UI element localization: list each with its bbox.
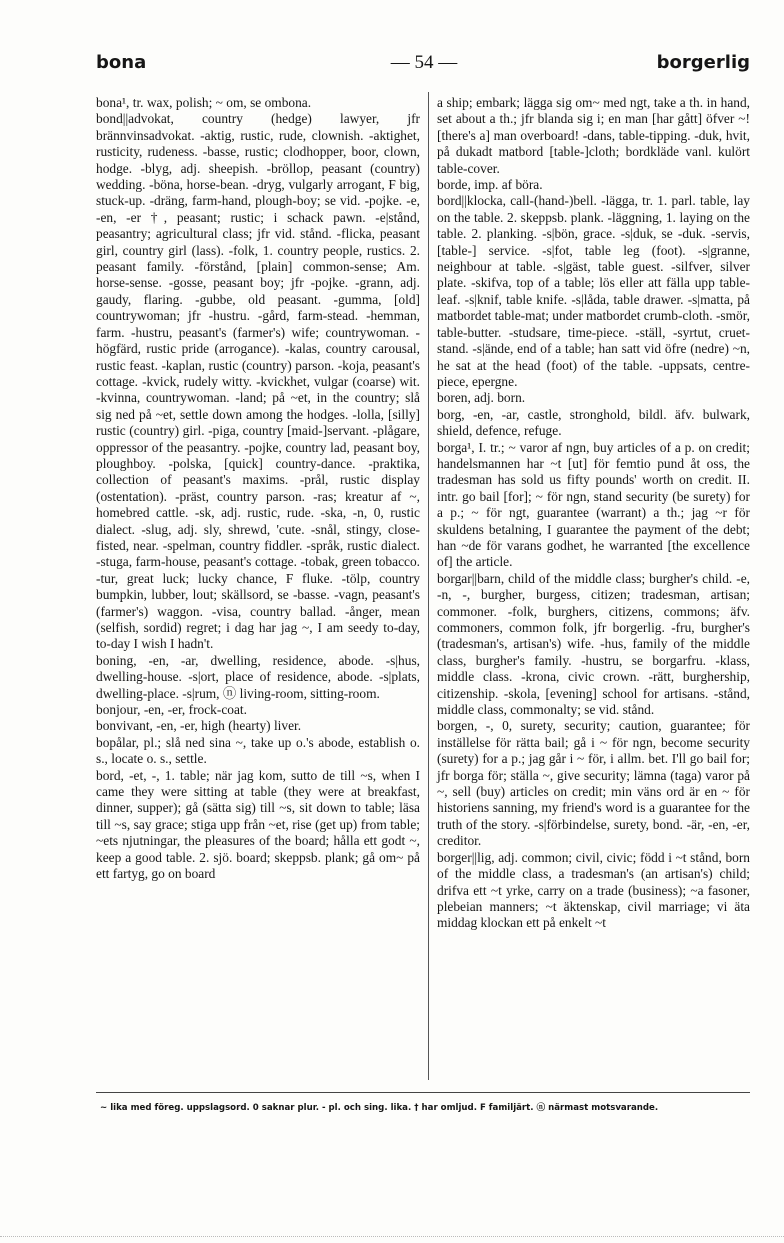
page-number: — 54 — — [390, 52, 458, 73]
entry-bond: bond||advokat, country (hedge) lawyer, jfr brännvinsadvokat. -aktig, rustic, rude, clownish. -aktighet, rusticity, rudeness. -basse, rustic; clodhopper, boor, clown, hodge. -blyg, adj. sheepish. -bröllop, peasant (country) wedding. -böna, horse-bean. -dryg, vulgarly arrogant, F big, stuck-up. -dräng, farm-hand, plough-boy; se vid. -pojke. -e, -en, -er †, peasant; rustic; i schack pawn. -e|stånd, peasantry; agricultural class; jfr vid. stånd. -flicka, peasant girl, country girl (lass). -folk, 1. country people, rustics. 2. peasant family. -förstånd, [plain] common-sense; Am. horse-sense. -gosse, peasant boy; jfr -pojke. -grann, adj. gaudy, flaring. -gubbe, old peasant. -gumma, [old] countrywoman; jfr -hustru. -gård, farm-stead. -hemman, farm. -hustru, peasant's (farmer's) wife; countrywoman. -högfärd, rustic pride (arrogance). -kalas, country carousal, rustic feast. -kaplan, rustic (country) parson. -koja, peasant's cottage. -kvick, rudely witty. -kvickhet, vulgar (coarse) wit. -kvinna, countrywoman. -land; på ~et, in the country; slå sig ned på ~et, settle down among the hodges. -lolla, [silly] rustic (country) girl. -piga, country [maid-]servant. -plågare, oppressor of the peasantry. -pojke, country lad, peasant boy, ploughboy. -polska, [quick] country-dance. -praktika, collection of peasant's maxims. -prål, rustic display (ostentation). -präst, country parson. -ras; kreatur af ~, homebred cattle. -sk, adj. rustic, rude. -ska, -n, 0, rustic dialect. -slug, adj. sly, shrewd, 'cute. -snål, stingy, close-fisted, near. -spelman, country fiddler. -språk, rustic dialect. -stuga, farm-house, peasant's cottage. -tobak, green tobacco. -tur, great luck; lucky chance, F fluke. -tölp, country bumpkin, lubber, lout; skällsord, se -basse. -vagn, peasant's (farmer's) waggon. -visa, country ballad. -ånger, mean (selfish, sordid) regret; i dag har jag ~, I am seedy to-day, to-day I wish I hadn't. — [96, 111, 420, 652]
entry-borga: borga¹, I. tr.; ~ varor af ngn, buy articles of a p. on credit; handelsmannen har ~t [ut] för femtio pund åt oss, the tradesman has sold us fifty pounds' worth on credit. II. intr. go bail [for]; ~ för ngn, stand security (be surety) for a p.; ~ för ngt, guarantee (warrant) a th.; jag ~r för skuldens betalning, I guarantee the payment of the debt; han ~de för varans godhet, he warranted [the excellence of] the article. — [437, 439, 750, 570]
header-left-guideword: bona — [96, 52, 147, 73]
footnote-rule — [96, 1092, 750, 1093]
entry-bona: bona¹, tr. wax, polish; ~ om, se ombona. — [96, 95, 312, 110]
abbreviation-key: ~ lika med föreg. uppslagsord. 0 saknar plur. - pl. och sing. lika. † har omljud. F familjärt. ⓝ närmast motsvarande. — [100, 1103, 659, 1113]
entry-borde: borde, imp. af böra. — [437, 177, 543, 193]
entry-bordklocka: bord||klocka, call-(hand-)bell. -lägga, tr. 1. parl. table, lay on the table. 2. skeppsb. plank. -läggning, 1. laying on the table. 2. planking. -s|bön, grace. -s|duk, se -duk. -servis, [table-] service. -s|fot, table leg (foot). -s|granne, neighbour at table. -s|gäst, table guest. -silfver, silver plate. -skifva, top of a table; lös eller att fälla upp table-leaf. -s|knif, table knife. -s|låda, table drawer. -s|matta, på matbordet table-mat; under matbordet crumb-cloth. -smör, table-butter. -studsare, time-piece. -ställ, -syrtut, cruet-stand. -s|ände, end of a table; han satt vid öfre (nedre) ~n, he sat at the head (foot) of the table. -uppsats, centre-piece, epergne. — [437, 193, 750, 389]
entry-borg: borg, -en, -ar, castle, stronghold, bildl. äfv. bulwark, shield, defence, refuge. — [437, 406, 750, 439]
left-column — [96, 95, 420, 883]
entry-bopalar: bopålar, pl.; slå ned sina ~, take up o.'s abode, establish o. s., locate o. s., settle. — [96, 734, 420, 767]
column-divider — [428, 92, 429, 1080]
right-column — [437, 95, 750, 932]
header-right-guideword: borgerlig — [656, 52, 750, 73]
entry-bord-continued: a ship; embark; lägga sig om~ med ngt, take a th. in hand, set about a th.; jfr blanda sig i; en man [har gått] öfver ~! [there's a] man overboard! -dans, table-tipping. -duk, hvit, på dukadt matbord [table-]cloth; bordkläde vanl. kulört table-cover. — [437, 95, 750, 176]
entry-borgen: borgen, -, 0, surety, security; caution, guarantee; för inställelse för rätta bail; gå i ~ för ngn, become security (surety) for a p.; jag går i ~ för, i allm. bet. I'll go bail for; jfr borga för; ställa ~, give security; lämna (taga) varor på ~, sell (buy) articles on credit; min väns ord är en ~ för historiens sanning, my friend's word is a guarantee for the truth of the story. -s|förbindelse, surety, bond. -är, -en, -er, creditor. — [437, 718, 750, 849]
entry-bord: bord, -et, -, 1. table; när jag kom, sutto de till ~s, when I came they were sitting at table (they were at breakfast, dinner, supper); gå (sätta sig) till ~s, sit down to table; läsa till ~s, say grace; stiga upp från ~et, rise (get up) from table; ~ets njutningar, the pleasures of the board; hålla ett godt ~, keep a good table. 2. sjö. board; skeppsb. plank; gå om~ på ett fartyg, go on board — [96, 767, 420, 882]
entry-bonvivant: bonvivant, -en, -er, high (hearty) liver. — [96, 718, 302, 734]
entry-bonjour: bonjour, -en, -er, frock-coat. — [96, 702, 247, 718]
page-header — [96, 52, 750, 78]
scan-edge-dots — [0, 1236, 784, 1237]
entry-boning: boning, -en, -ar, dwelling, residence, abode. -s|hus, dwelling-house. -s|ort, place of residence, abode. -s|plats, dwelling-place. -s|rum, ⓝ living-room, sitting-room. — [96, 652, 420, 701]
entry-boren: boren, adj. born. — [437, 390, 526, 406]
entry-borgerlig: borger||lig, adj. common; civil, civic; född i ~t stånd, born of the middle class, a tradesman's (an artisan's) child; drifva ett ~t yrke, carry on a trade (business); ~a fasoner, plebeian manners; ~t äktenskap, civil marriage; vi äta middag klockan ett på enkelt ~t — [437, 849, 750, 931]
entry-borgarbarn: borgar||barn, child of the middle class; burgher's child. -e, -n, -, burgher, burgess, citizen; tradesman, artisan; commoner. -folk, burghers, citizens, commons; äfv. commoners, common folk, jfr borgerlig. -fru, burgher's (tradesman's, artisan's) wife. -hus, family of the middle class, burgher's family. -hustru, se borgarfru. -klass, middle class. -krona, civic crown. -rätt, burghership, citizenship. -skola, [evening] school for artisans. -stånd, middle class, commonalty; se vid. stånd. — [437, 570, 750, 718]
